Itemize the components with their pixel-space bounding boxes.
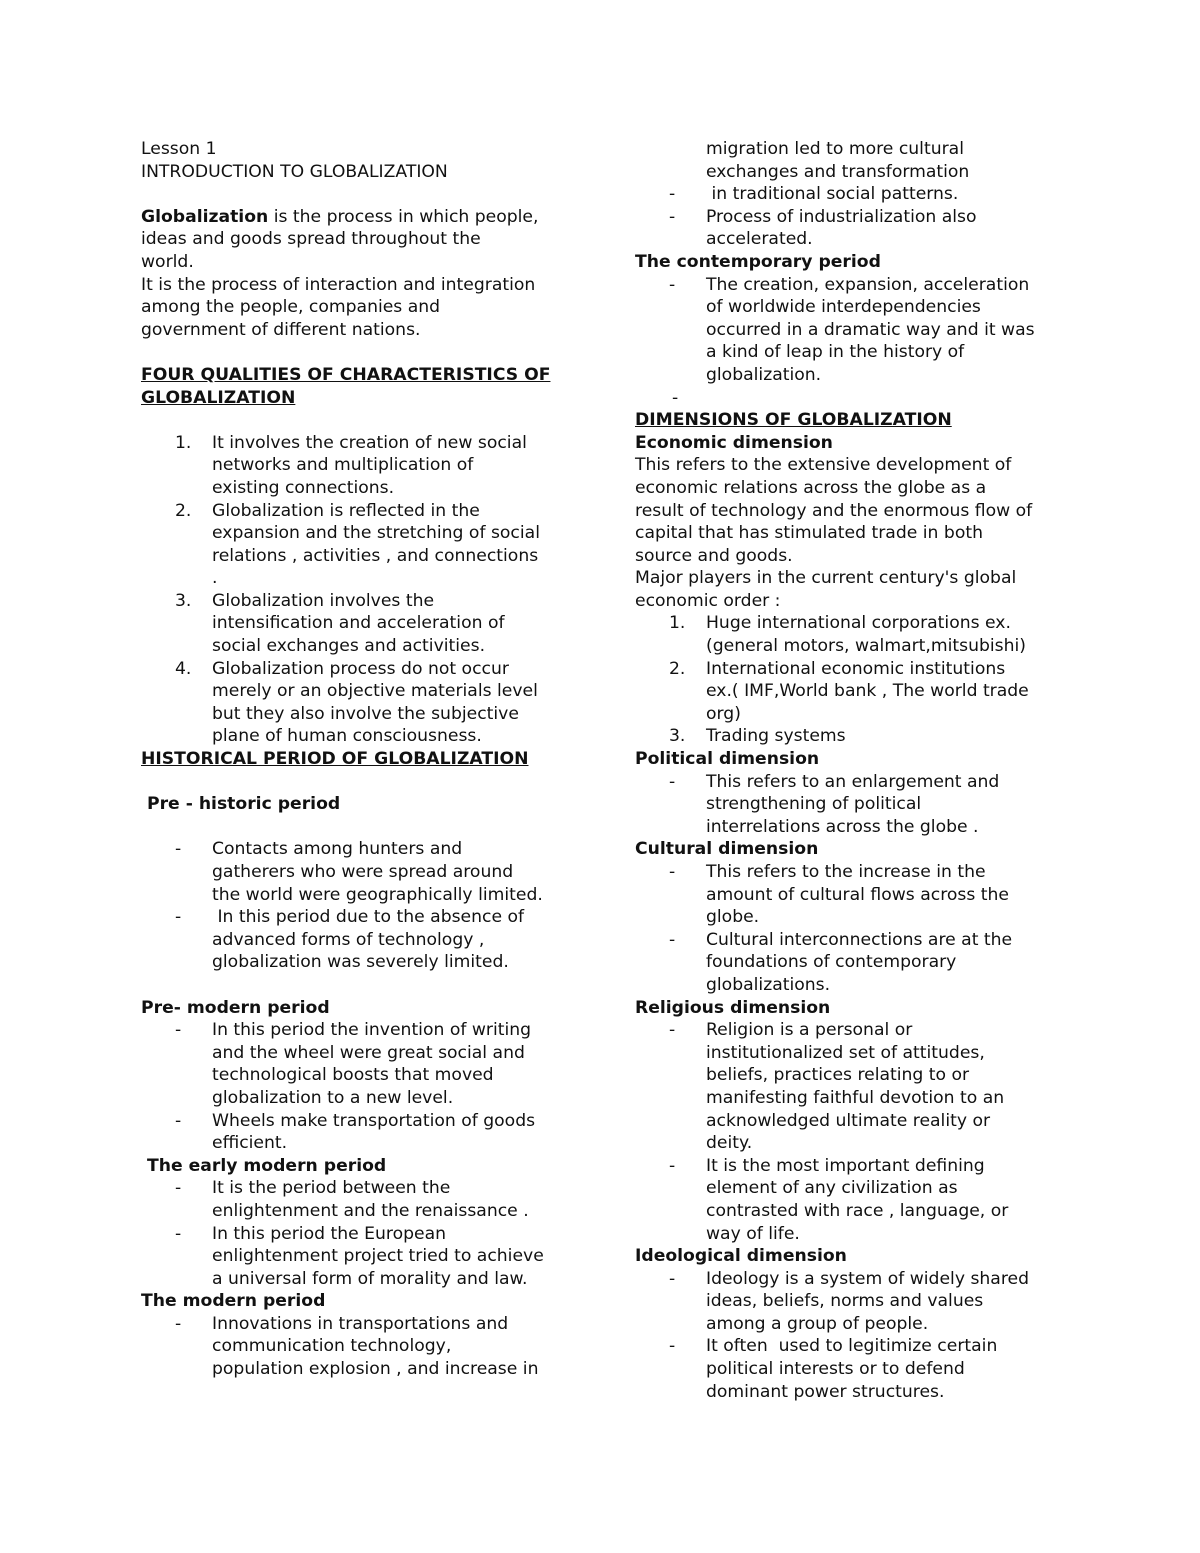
list-item: [141, 658, 573, 748]
list-item-text: Religion is a personal or: [706, 1020, 913, 1041]
list-item: [141, 1019, 573, 1109]
list-item-text: a universal form of morality and law.: [212, 1268, 528, 1289]
list-item: [141, 1177, 573, 1222]
list-item-text: existing connections.: [212, 477, 395, 498]
list-item-text: It often used to legitimize certain: [706, 1336, 998, 1357]
list-item-text: In this period the invention of writing: [212, 1020, 532, 1041]
list-item: [141, 838, 573, 906]
list-item-text: beliefs, practices relating to or: [706, 1065, 970, 1086]
list-item-text: ideas, beliefs, norms and values: [706, 1291, 984, 1312]
modern-heading: The modern period: [141, 1291, 326, 1312]
political-list: [635, 771, 1063, 839]
contemporary-heading: The contemporary period: [635, 251, 881, 272]
list-item-text: Globalization involves the: [212, 590, 435, 611]
definition-line: ideas and goods spread throughout the: [141, 229, 481, 250]
paragraph-line: Major players in the current century's global: [635, 568, 1017, 589]
list-item-text: It is the most important defining: [706, 1155, 985, 1176]
list-marker: -: [669, 1020, 676, 1041]
list-item-text: intensification and acceleration of: [212, 613, 505, 634]
list-item-text: globalizations.: [706, 974, 831, 995]
list-item: [635, 771, 1063, 839]
list-item-text: communication technology,: [212, 1336, 452, 1357]
list-marker: 2.: [669, 658, 686, 679]
list-marker: -: [669, 206, 676, 227]
list-item: [635, 183, 1063, 206]
list-item-text: gatherers who were spread around: [212, 862, 514, 882]
list-item-text: expansion and the stretching of social: [212, 523, 540, 544]
four-qualities-heading: FOUR QUALITIES OF CHARACTERISTICS OF: [141, 364, 551, 385]
list-item: [141, 1223, 573, 1291]
list-marker: -: [175, 1110, 182, 1131]
cultural-list: [635, 861, 1063, 997]
empty-list-marker: -: [672, 387, 679, 408]
early-modern-list: [141, 1177, 573, 1290]
list-marker: -: [175, 839, 182, 860]
list-item-text: globalization.: [706, 364, 822, 385]
definition-line: It is the process of interaction and integration: [141, 274, 536, 295]
ideological-heading: Ideological dimension: [635, 1246, 847, 1267]
list-item-text: strengthening of political: [706, 794, 922, 815]
list-item-text: accelerated.: [706, 229, 813, 250]
continued-text: [635, 138, 1063, 183]
paragraph-line: economic order :: [635, 590, 781, 611]
list-item-text: The creation, expansion, acceleration: [706, 274, 1030, 295]
list-item: [141, 432, 573, 500]
historical-period-heading: HISTORICAL PERIOD OF GLOBALIZATION: [141, 749, 529, 770]
religious-heading: Religious dimension: [635, 997, 831, 1018]
list-item: [635, 1019, 1063, 1155]
list-item-text: relations , activities , and connections: [212, 545, 539, 566]
prehistoric-list: [141, 838, 573, 974]
list-item-text: but they also involve the subjective: [212, 703, 519, 724]
early-modern-heading: The early modern period: [141, 1155, 387, 1176]
premodern-heading: Pre- modern period: [141, 997, 330, 1018]
list-marker: -: [669, 274, 676, 295]
lesson-title: INTRODUCTION TO GLOBALIZATION: [141, 161, 448, 182]
list-item-text: foundations of contemporary: [706, 952, 957, 973]
list-item-text: globalization to a new level.: [212, 1087, 454, 1108]
list-item: [635, 929, 1063, 997]
premodern-list: [141, 1019, 573, 1155]
list-item-text: .: [212, 568, 218, 589]
list-item-text: globalization was severely limited.: [212, 952, 509, 973]
list-item-text: dominant power structures.: [706, 1381, 945, 1402]
list-marker: -: [175, 1020, 182, 1041]
economic-list: [635, 612, 1063, 748]
list-item-text: Trading systems: [706, 726, 846, 747]
paragraph-line: This refers to the extensive development of: [635, 455, 1012, 476]
list-marker: 1.: [669, 613, 686, 634]
definition-line: among the people, companies and: [141, 297, 441, 318]
list-item-text: efficient.: [212, 1133, 288, 1154]
list-marker: 1.: [175, 432, 192, 453]
economic-paragraph: [635, 454, 1063, 612]
list-item-text: Innovations in transportations and: [212, 1313, 509, 1334]
dimensions-heading: DIMENSIONS OF GLOBALIZATION: [635, 410, 952, 431]
cultural-heading: Cultural dimension: [635, 839, 819, 860]
four-qualities-heading: GLOBALIZATION: [141, 387, 296, 408]
paragraph-line: economic relations across the globe as a: [635, 477, 987, 498]
economic-heading: Economic dimension: [635, 432, 833, 453]
definition-line: [141, 206, 573, 229]
list-item-text: This refers to the increase in the: [706, 862, 986, 882]
list-item-text: element of any civilization as: [706, 1178, 958, 1199]
list-item: [635, 1335, 1063, 1403]
list-item-text: Globalization process do not occur: [212, 658, 509, 679]
list-item: [635, 274, 1063, 387]
list-item-text: It involves the creation of new social: [212, 432, 527, 453]
list-marker: -: [175, 1223, 182, 1244]
list-item-text: among a group of people.: [706, 1313, 929, 1334]
list-item: [635, 725, 1063, 748]
contemporary-list: [635, 274, 1063, 387]
list-item-text: way of life.: [706, 1223, 800, 1244]
religious-list: [635, 1019, 1063, 1245]
list-item-text: ex.( IMF,World bank , The world trade: [706, 681, 1029, 702]
list-marker: 3.: [669, 726, 686, 747]
list-marker: -: [669, 184, 676, 205]
list-item: [635, 206, 1063, 251]
list-marker: -: [175, 1313, 182, 1334]
list-item: [635, 658, 1063, 726]
list-marker: 3.: [175, 590, 192, 611]
continued-line: exchanges and transformation: [706, 161, 970, 182]
political-heading: Political dimension: [635, 749, 820, 770]
definition-line: world.: [141, 251, 194, 272]
list-item-text: globe.: [706, 907, 760, 928]
list-item-text: This refers to an enlargement and: [706, 771, 1000, 792]
list-item: [141, 906, 573, 974]
list-item-text: the world were geographically limited.: [212, 884, 543, 905]
list-item-text: (general motors, walmart,mitsubishi): [706, 636, 1026, 657]
list-item: [635, 1155, 1063, 1245]
list-item-text: It is the period between the: [212, 1178, 451, 1199]
list-item-text: networks and multiplication of: [212, 455, 474, 476]
list-marker: -: [669, 1268, 676, 1289]
list-item-text: in traditional social patterns.: [706, 184, 959, 205]
ideological-list: [635, 1268, 1063, 1404]
list-item-text: Huge international corporations ex.: [706, 613, 1011, 634]
list-item-text: enlightenment and the renaissance .: [212, 1200, 529, 1221]
modern-list: [141, 1313, 573, 1381]
list-item-text: manifesting faithful devotion to an: [706, 1087, 1005, 1108]
list-marker: -: [669, 929, 676, 950]
list-item-text: Contacts among hunters and: [212, 839, 463, 860]
list-item-text: institutionalized set of attitudes,: [706, 1042, 985, 1063]
list-item-text: population explosion , and increase in: [212, 1359, 539, 1380]
list-item-text: org): [706, 703, 741, 724]
list-item-text: technological boosts that moved: [212, 1065, 494, 1086]
list-marker: 2.: [175, 500, 192, 521]
definition-rest: is the process in which people,: [268, 206, 539, 227]
list-item: [635, 1268, 1063, 1336]
definition-term: Globalization: [141, 206, 269, 227]
list-marker: -: [669, 862, 676, 882]
list-item-text: International economic institutions: [706, 658, 1006, 679]
list-item-text: amount of cultural flows across the: [706, 884, 1009, 905]
list-item-text: occurred in a dramatic way and it was: [706, 319, 1035, 340]
prehistoric-heading: Pre - historic period: [141, 794, 341, 815]
list-item-text: acknowledged ultimate reality or: [706, 1110, 991, 1131]
list-item: [141, 500, 573, 590]
list-item-text: enlightenment project tried to achieve: [212, 1246, 544, 1267]
list-item-text: merely or an objective materials level: [212, 681, 538, 702]
list-marker: -: [669, 771, 676, 792]
list-marker: -: [669, 1336, 676, 1357]
left-column: [141, 138, 573, 1381]
continued-list: [635, 183, 1063, 251]
list-item-text: a kind of leap in the history of: [706, 342, 965, 363]
list-item: [635, 612, 1063, 657]
list-marker: -: [175, 1178, 182, 1199]
continued-line: migration led to more cultural: [706, 139, 964, 159]
list-item-text: of worldwide interdependencies: [706, 297, 981, 318]
list-item-text: advanced forms of technology ,: [212, 929, 485, 950]
list-item-text: Ideology is a system of widely shared: [706, 1268, 1030, 1289]
list-item-text: plane of human consciousness.: [212, 726, 482, 747]
list-item-text: Globalization is reflected in the: [212, 500, 480, 521]
list-marker: -: [669, 1155, 676, 1176]
list-item-text: contrasted with race , language, or: [706, 1200, 1009, 1221]
list-item: [141, 1110, 573, 1155]
list-item-text: In this period the European: [212, 1223, 447, 1244]
list-item-text: social exchanges and activities.: [212, 636, 486, 657]
list-item-text: political interests or to defend: [706, 1359, 965, 1380]
right-column: [635, 138, 1063, 1403]
list-marker: -: [175, 907, 182, 928]
list-item-text: Cultural interconnections are at the: [706, 929, 1013, 950]
list-marker: 4.: [175, 658, 192, 679]
definition-line: government of different nations.: [141, 319, 421, 340]
list-item-text: interrelations across the globe .: [706, 816, 979, 837]
list-item: [141, 590, 573, 658]
paragraph-line: capital that has stimulated trade in both: [635, 523, 983, 544]
list-item-text: and the wheel were great social and: [212, 1042, 525, 1063]
list-item-text: In this period due to the absence of: [212, 907, 525, 928]
list-item-text: deity.: [706, 1133, 753, 1154]
paragraph-line: result of technology and the enormous flow of: [635, 500, 1033, 521]
list-item: [141, 1313, 573, 1381]
list-item: [635, 861, 1063, 929]
list-item-text: Process of industrialization also: [706, 206, 977, 227]
qualities-list: [141, 432, 573, 748]
lesson-label: Lesson 1: [141, 139, 217, 159]
paragraph-line: source and goods.: [635, 545, 793, 566]
list-item-text: Wheels make transportation of goods: [212, 1110, 536, 1131]
